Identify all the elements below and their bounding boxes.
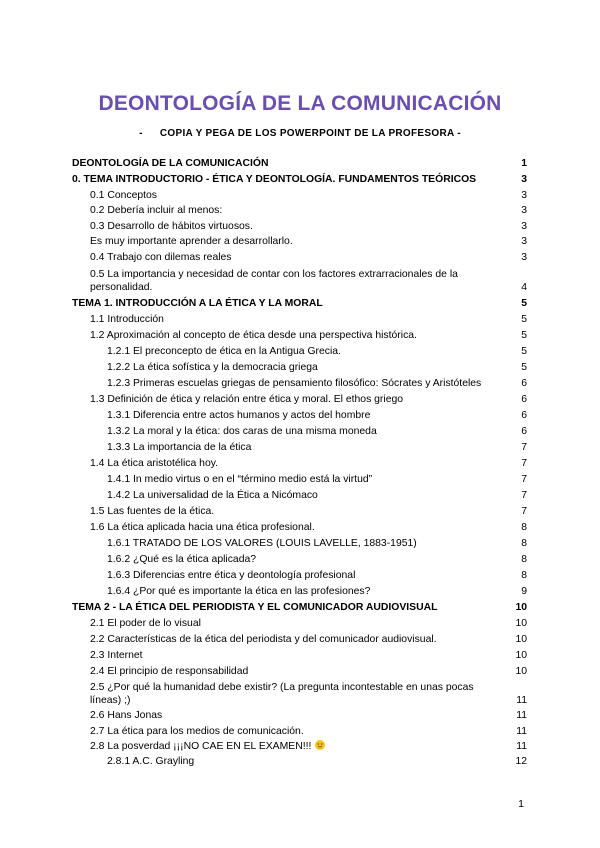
toc-entry-page: 5 bbox=[521, 330, 527, 341]
toc-entry-title: DEONTOLOGÍA DE LA COMUNICACIÓN bbox=[72, 158, 269, 169]
toc-entry[interactable] bbox=[72, 489, 527, 502]
toc-entry-page: 7 bbox=[521, 474, 527, 485]
toc-entry-title: 0.2 Debería incluir al menos: bbox=[90, 205, 223, 216]
toc-entry[interactable] bbox=[72, 553, 527, 566]
toc-entry[interactable] bbox=[72, 173, 527, 186]
toc-entry-page: 11 bbox=[516, 695, 527, 706]
toc-entry-page: 7 bbox=[521, 506, 527, 517]
toc-entry-title: 0. TEMA INTRODUCTORIO - ÉTICA Y DEONTOLOGÍA. FUNDAMENTOS TEÓRICOS bbox=[72, 174, 477, 185]
toc-entry-page: 10 bbox=[515, 634, 527, 645]
toc-entry-title: 2.5 ¿Por qué la humanidad debe existir? (La pregunta incontestable en unas pocas líneas) ;) bbox=[90, 682, 474, 706]
toc-entry-page: 9 bbox=[521, 586, 527, 597]
toc-entry[interactable] bbox=[72, 425, 527, 438]
toc-entry-title: 1.4 La ética aristotélica hoy. bbox=[90, 458, 219, 469]
toc-entry-title: 2.8 La posverdad ¡¡¡NO CAE EN EL EXAMEN!!! bbox=[90, 741, 312, 752]
toc-entry[interactable] bbox=[72, 521, 527, 534]
toc-entry-title: 0.4 Trabajo con dilemas reales bbox=[90, 252, 232, 263]
toc-entry[interactable] bbox=[72, 709, 527, 722]
toc-entry[interactable] bbox=[72, 633, 527, 646]
toc-entry-page: 6 bbox=[521, 410, 527, 421]
toc-entry-page: 3 bbox=[521, 190, 527, 201]
toc-entry-title: 0.3 Desarrollo de hábitos virtuosos. bbox=[90, 221, 253, 232]
toc-entry-title: 1.6.1 TRATADO DE LOS VALORES (LOUIS LAVELLE, 1883-1951) bbox=[107, 538, 417, 549]
toc-entry[interactable] bbox=[72, 377, 527, 390]
toc-entry[interactable] bbox=[72, 649, 527, 662]
toc-entry-page: 11 bbox=[516, 710, 527, 721]
toc-entry-page: 3 bbox=[521, 252, 527, 263]
toc-entry-page: 10 bbox=[515, 650, 527, 661]
toc-entry-title: 2.2 Características de la ética del periodista y del comunicador audiovisual. bbox=[90, 634, 437, 645]
toc-entry-page: 7 bbox=[521, 458, 527, 469]
toc-entry[interactable] bbox=[72, 601, 527, 614]
toc-entry-title: TEMA 2 - LA ÉTICA DEL PERIODISTA Y EL COMUNICADOR AUDIOVISUAL bbox=[72, 602, 438, 613]
toc-entry[interactable] bbox=[72, 585, 527, 598]
toc-entry-title: 1.2.2 La ética sofística y la democracia griega bbox=[107, 362, 318, 373]
toc-entry-page: 10 bbox=[515, 666, 527, 677]
toc-entry-page: 6 bbox=[521, 378, 527, 389]
document-subtitle bbox=[0, 128, 600, 139]
toc-entry-page: 5 bbox=[521, 298, 527, 309]
toc-entry-title: 2.4 El principio de responsabilidad bbox=[90, 666, 249, 677]
toc-entry[interactable] bbox=[72, 441, 527, 454]
smiley-icon bbox=[315, 740, 325, 750]
toc-entry-title: 1.2.1 El preconcepto de ética en la Antigua Grecia. bbox=[107, 346, 341, 357]
toc-entry-page: 6 bbox=[521, 426, 527, 437]
toc-entry-page: 12 bbox=[515, 756, 527, 767]
toc-entry[interactable] bbox=[72, 457, 527, 470]
toc-entry[interactable] bbox=[72, 313, 527, 326]
toc-entry-title: 2.3 Internet bbox=[90, 650, 143, 661]
toc-entry-page: 3 bbox=[521, 221, 527, 232]
toc-entry-title: TEMA 1. INTRODUCCIÓN A LA ÉTICA Y LA MORAL bbox=[72, 298, 323, 309]
toc-entry[interactable] bbox=[72, 755, 527, 768]
toc-entry-page: 10 bbox=[515, 618, 527, 629]
toc-entry-page: 8 bbox=[521, 570, 527, 581]
document-title: DEONTOLOGÍA DE LA COMUNICACIÓN bbox=[98, 92, 502, 115]
toc-entry[interactable] bbox=[72, 409, 527, 422]
toc-entry-title: 1.3.2 La moral y la ética: dos caras de una misma moneda bbox=[107, 426, 377, 437]
toc-entry-page: 3 bbox=[521, 236, 527, 247]
toc-entry-title: 2.7 La ética para los medios de comunicación. bbox=[90, 726, 304, 737]
toc-entry-title: 1.1 Introducción bbox=[90, 314, 164, 325]
toc-entry-title: 1.2 Aproximación al concepto de ética desde una perspectiva histórica. bbox=[90, 330, 417, 341]
toc-entry-page: 11 bbox=[516, 726, 527, 737]
subtitle-text: COPIA Y PEGA DE LOS POWERPOINT DE LA PROFESORA - bbox=[159, 128, 461, 139]
toc-entry-title: 1.4.1 In medio virtus o en el “término medio está la virtud” bbox=[107, 474, 373, 485]
toc-entry[interactable] bbox=[72, 345, 527, 358]
toc-entry-title: 1.5 Las fuentes de la ética. bbox=[90, 506, 215, 517]
toc-entry-title: 2.6 Hans Jonas bbox=[90, 710, 163, 721]
toc-entry[interactable] bbox=[72, 681, 527, 707]
page-number: 1 bbox=[518, 798, 524, 810]
toc-entry-page: 8 bbox=[521, 538, 527, 549]
toc-entry-page: 11 bbox=[516, 741, 527, 752]
toc-entry[interactable] bbox=[72, 157, 527, 170]
toc-entry-title: 1.3.3 La importancia de la ética bbox=[107, 442, 252, 453]
toc-entry[interactable] bbox=[72, 204, 527, 217]
toc-entry[interactable] bbox=[72, 297, 527, 310]
toc-entry[interactable] bbox=[72, 505, 527, 518]
toc-entry[interactable] bbox=[72, 473, 527, 486]
toc-entry-page: 3 bbox=[521, 174, 527, 185]
toc-entry-title: 1.6 La ética aplicada hacia una ética profesional. bbox=[90, 522, 315, 533]
toc-entry-title: 1.4.2 La universalidad de la Ética a Nicómaco bbox=[107, 490, 318, 501]
toc-entry-title: 1.6.2 ¿Qué es la ética aplicada? bbox=[107, 554, 257, 565]
toc-entry[interactable] bbox=[72, 361, 527, 374]
toc-entry-page: 6 bbox=[521, 394, 527, 405]
toc-entry[interactable] bbox=[72, 740, 527, 753]
toc-entry-page: 1 bbox=[521, 158, 527, 169]
toc-entry-title: 1.3.1 Diferencia entre actos humanos y actos del hombre bbox=[107, 410, 371, 421]
toc-entry-page: 7 bbox=[521, 490, 527, 501]
toc-entry[interactable] bbox=[72, 569, 527, 582]
subtitle-dash: - bbox=[139, 128, 143, 139]
toc-entry-page: 3 bbox=[521, 205, 527, 216]
toc-entry-title: 1.2.3 Primeras escuelas griegas de pensamiento filosófico: Sócrates y Aristóteles bbox=[107, 378, 482, 389]
toc-entry-title: 1.6.3 Diferencias entre ética y deontología profesional bbox=[107, 570, 356, 581]
toc-entry-page: 4 bbox=[521, 282, 527, 293]
toc-entry[interactable] bbox=[72, 329, 527, 342]
toc-entry[interactable] bbox=[72, 251, 527, 264]
toc-entry[interactable] bbox=[72, 189, 527, 202]
toc-entry[interactable] bbox=[72, 537, 527, 550]
toc-entry[interactable] bbox=[72, 393, 527, 406]
toc-entry[interactable] bbox=[72, 268, 527, 294]
toc-entry-title: 1.3 Definición de ética y relación entre ética y moral. El ethos griego bbox=[90, 394, 404, 405]
toc-entry-page: 8 bbox=[521, 522, 527, 533]
toc-entry[interactable] bbox=[72, 617, 527, 630]
toc-entry-page: 5 bbox=[521, 346, 527, 357]
toc-entry-page: 5 bbox=[521, 362, 527, 373]
toc-entry-title: 2.8.1 A.C. Grayling bbox=[107, 756, 195, 767]
toc-entry[interactable] bbox=[72, 235, 527, 248]
toc-entry-title: 0.5 La importancia y necesidad de contar con los factores extrarracionales de la personalidad. bbox=[90, 269, 458, 293]
toc-entry-page: 5 bbox=[521, 314, 527, 325]
toc-entry-page: 7 bbox=[521, 442, 527, 453]
toc-entry[interactable] bbox=[72, 665, 527, 678]
toc-entry[interactable] bbox=[72, 725, 527, 738]
toc-entry-title: Es muy importante aprender a desarrollarlo. bbox=[90, 236, 293, 247]
toc-entry-page: 8 bbox=[521, 554, 527, 565]
toc-entry-title: 0.1 Conceptos bbox=[90, 190, 158, 201]
toc-entry-page: 10 bbox=[515, 602, 527, 613]
toc-entry-title: 1.6.4 ¿Por qué es importante la ética en las profesiones? bbox=[107, 586, 371, 597]
toc-entry-title: 2.1 El poder de lo visual bbox=[90, 618, 201, 629]
toc-entry[interactable] bbox=[72, 220, 527, 233]
table-of-contents bbox=[72, 157, 527, 768]
